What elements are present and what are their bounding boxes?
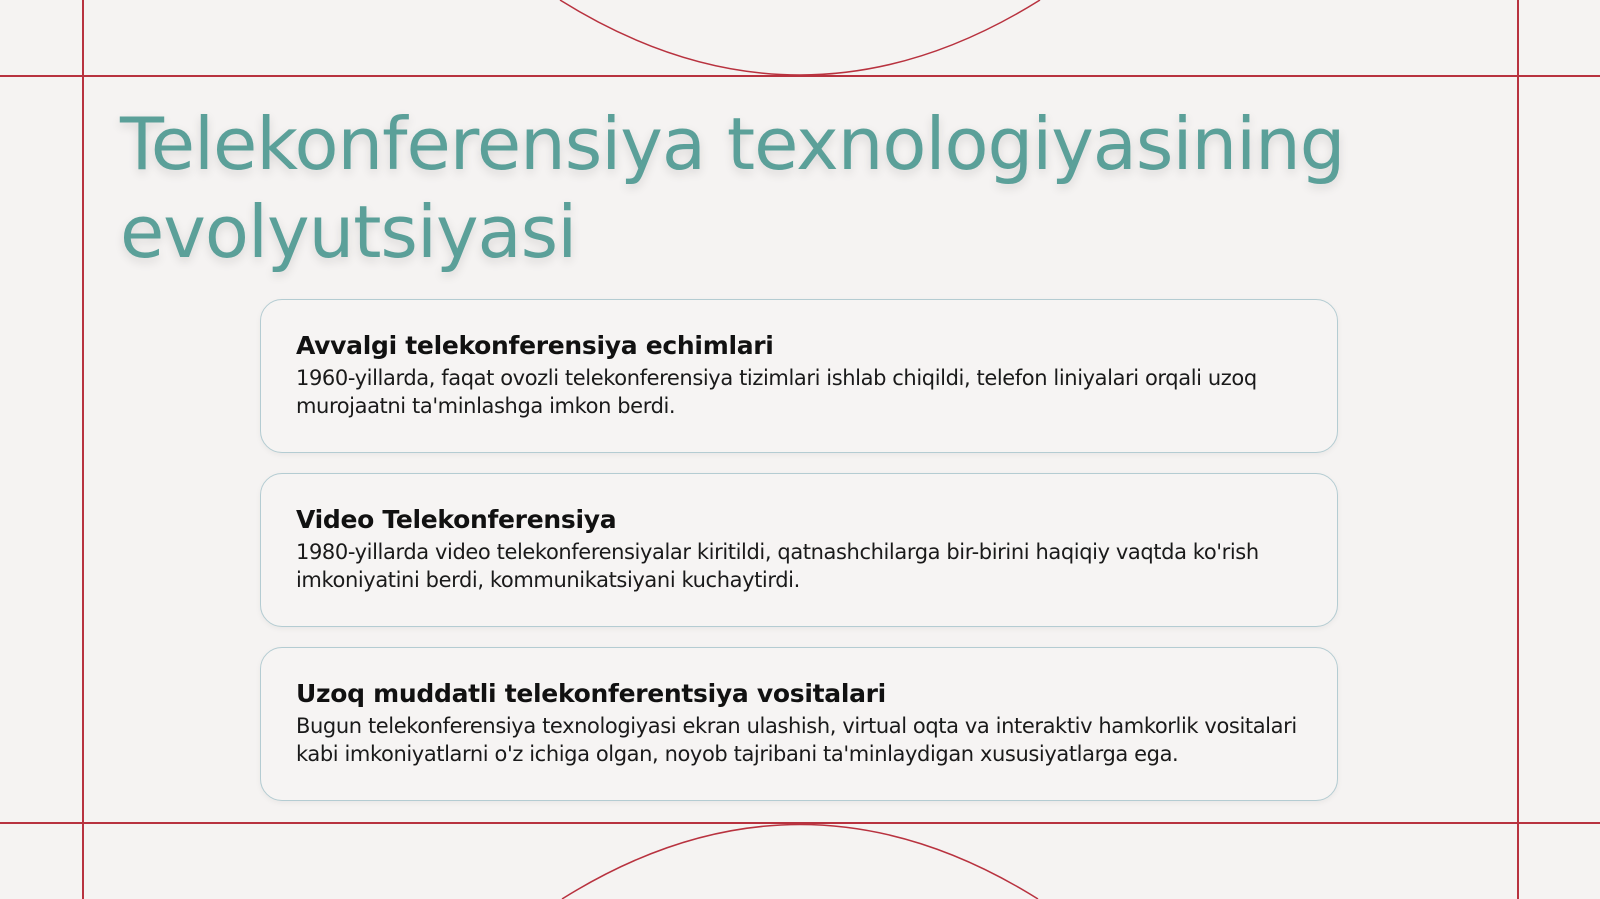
card-heading: Avvalgi telekonferensiya echimlari <box>296 331 774 360</box>
card-heading: Uzoq muddatli telekonferentsiya vositalari <box>296 679 886 708</box>
card-video-teleconference <box>260 473 1338 627</box>
card-heading: Video Telekonferensiya <box>296 505 617 534</box>
card-early-solutions <box>260 299 1338 453</box>
slide-title: Telekonferensiya texnologiyasining evolyutsiyasi <box>120 102 1345 274</box>
card-text: Bugun telekonferensiya texnologiyasi ekran ulashish, virtual oqta va interaktiv hamkorlik vositalari kabi imkoniyatlarni o'z ichiga olgan, noyob tajribani ta'minlaydigan xususiyatlarga ega. <box>296 714 1297 766</box>
top-arc <box>560 0 1040 75</box>
bottom-arc <box>562 825 1038 899</box>
card-text: 1980-yillarda video telekonferensiyalar kiritildi, qatnashchilarga bir-birini haqiqiy vaqtda ko'rish imkoniyatini berdi, kommunikatsiyani kuchaytirdi. <box>296 540 1259 592</box>
card-text: 1960-yillarda, faqat ovozli telekonferensiya tizimlari ishlab chiqildi, telefon liniyalari orqali uzoq murojaatni ta'minlashga imkon berdi. <box>296 366 1257 418</box>
card-long-term-tools <box>260 647 1338 801</box>
